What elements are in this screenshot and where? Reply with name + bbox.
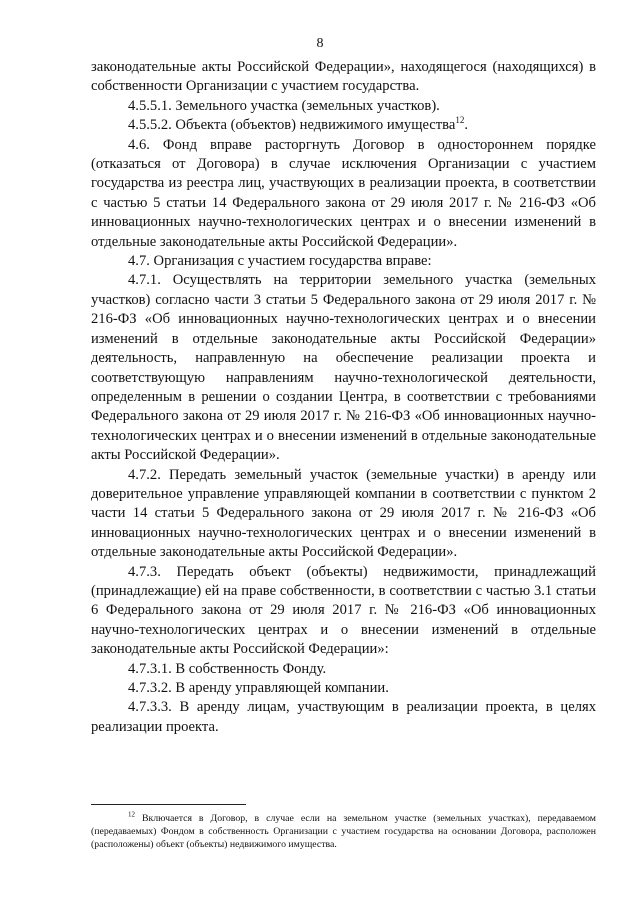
paragraph-4-7-2: 4.7.2. Передать земельный участок (земельные участки) в аренду или доверительное управление управляющей компании в соответствии с пунктом 2 части 14 статьи 5 Федерального закона от 29 июля 2017 г. № 216-ФЗ «Об инновационных научно-технологических центрах и о внесении изменений в отдельные законодательные акты Российской Федерации».	[91, 466, 596, 561]
paragraph-continuation: законодательные акты Российской Федерации», находящегося (находящихся) в собственности Организации с участием государства.	[91, 59, 596, 95]
paragraph-4-5-5-2-text: 4.5.5.2. Объекта (объектов) недвижимого имущества	[128, 117, 456, 134]
paragraph-4-7-3-1: 4.7.3.1. В собственность Фонду.	[128, 660, 327, 677]
paragraph-4-6: 4.6. Фонд вправе расторгнуть Договор в одностороннем порядке (отказаться от Договора) в случае исключения Организации с участием государства из реестра лиц, участвующих в реализации проекта, в соответствии с частью 5 статьи 14 Федерального закона от 29 июля 2017 г. № 216-ФЗ «Об инновационных научно-технологических центрах и о внесении изменений в отдельные законодательные акты Российской Федерации».	[91, 136, 596, 250]
paragraph-4-7-3: 4.7.3. Передать объект (объекты) недвижимости, принадлежащий (принадлежащие) ей на праве собственности, в соответствии с частью 3.1 статьи 6 Федерального закона от 29 июля 2017 г. № 216-ФЗ «Об инновационных научно-технологических центрах и о внесении изменений в отдельные законодательные акты Российской Федерации»:	[91, 563, 596, 658]
paragraph-4-5-5-2: 4.5.5.2. Объекта (объектов) недвижимого имущества$^{12}$.	[128, 115, 468, 134]
footnote-text: Включается в Договор, в случае если на земельном участке (земельных участках), передаваемом (передаваемых) Фондом в собственность Организации с участием государства на основании Договора, расположен (расположены) объект (объекты) недвижимого имущества.	[91, 813, 596, 850]
paragraph-4-7-1: 4.7.1. Осуществлять на территории земельного участка (земельных участков) согласно части 3 статьи 5 Федерального закона от 29 июля 2017 г. № 216-ФЗ «Об инновационных научно-технологических центрах и о внесении изменений в отдельные законодательные акты Российской Федерации» деятельность, направленную на обеспечение реализации проекта и соответствующую направлениям научно-технологической деятельности, определенным в решении о создании Центра, в соответствии с требованиями Федерального закона от 29 июля 2017 г. № 216-ФЗ «Об инновационных научно-технологических центрах и о внесении изменений в отдельные законодательные акты Российской Федерации».	[91, 272, 596, 464]
paragraph-4-7-3-3: 4.7.3.3. В аренду лицам, участвующим в реализации проекта, в целях реализации проекта.	[91, 699, 596, 735]
paragraph-4-7-3-2: 4.7.3.2. В аренду управляющей компании.	[128, 680, 389, 696]
footnote	[91, 812, 596, 851]
paragraph-4-5-5-1: 4.5.5.1. Земельного участка (земельных участков).	[128, 97, 440, 114]
paragraph-4-7: 4.7. Организация с участием государства вправе:	[128, 253, 432, 270]
footnote-reference: 12	[455, 115, 465, 126]
footnote-marker: 12	[128, 810, 135, 819]
footnote-separator	[91, 804, 246, 805]
page-number: 8	[316, 36, 324, 51]
document-body	[91, 58, 596, 737]
